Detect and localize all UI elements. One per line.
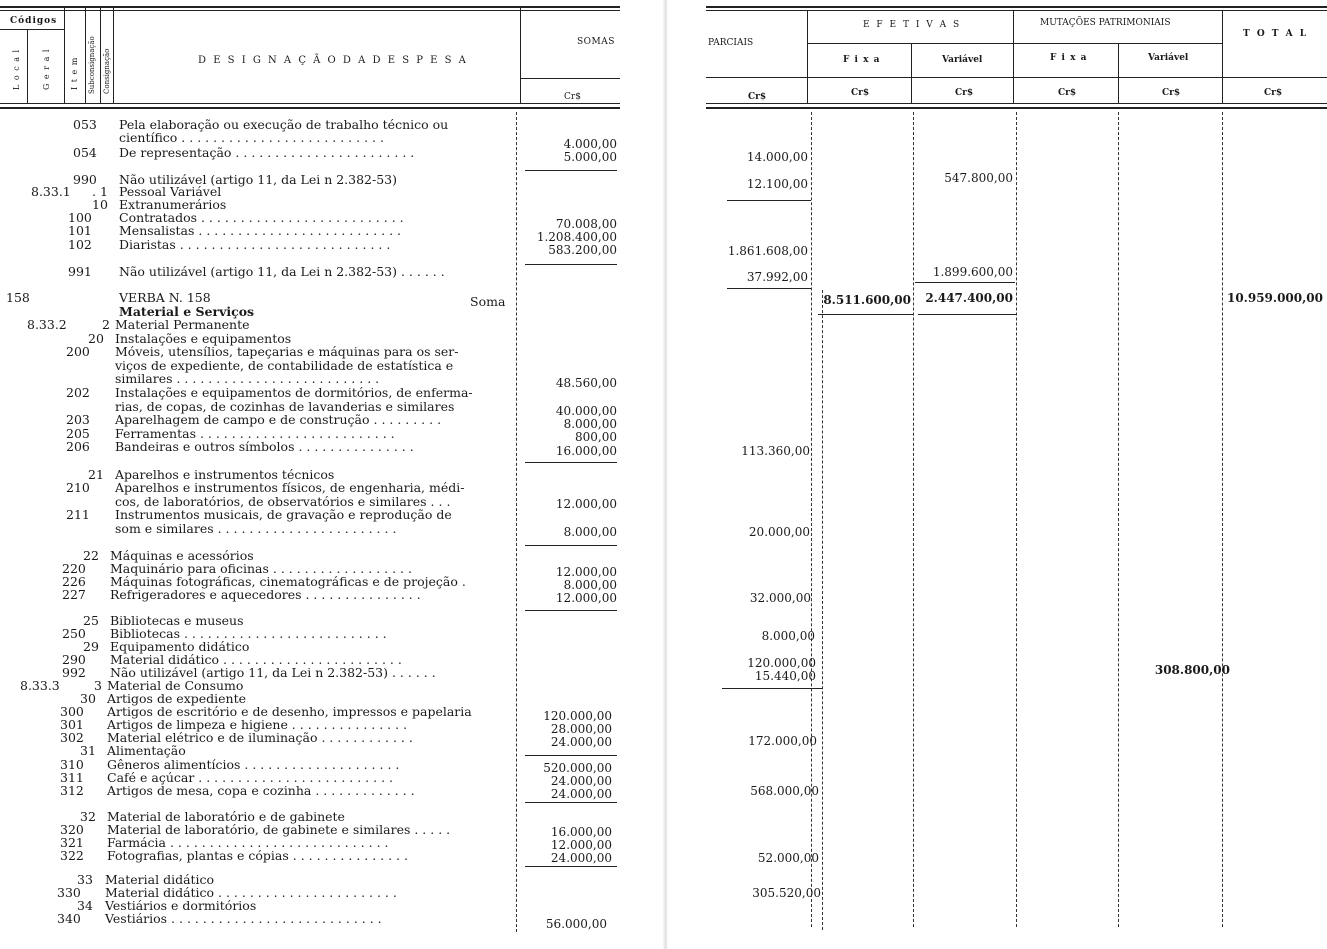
- somas-currency: Cr$: [564, 92, 581, 102]
- soma-value: 48.560,00: [555, 376, 617, 390]
- row-description: Bandeiras e outros símbolos . . . . . . . . . . . . . . .: [115, 439, 414, 454]
- soma-value: 24.000,00: [550, 787, 612, 801]
- item-code: 250: [62, 626, 86, 641]
- row-description: Ferramentas . . . . . . . . . . . . . . . . . . . . . . . . .: [115, 426, 395, 441]
- row-description: cos, de laboratórios, de observatórios e similares . . .: [115, 494, 451, 509]
- row-description: Instrumentos musicais, de gravação e reprodução de: [115, 507, 452, 522]
- somas-header: SOMAS: [577, 37, 615, 47]
- verba-fixa-total: 8.511.600,00: [823, 293, 911, 307]
- efetivas-fixa-header: F i x a: [843, 55, 881, 65]
- parcial-value: 113.360,00: [741, 444, 810, 458]
- soma-value: 12.000,00: [555, 497, 617, 511]
- row-description: similares . . . . . . . . . . . . . . . . . . . . . . . . . .: [115, 371, 380, 386]
- parcial-value: 37.992,00: [746, 270, 808, 284]
- row-description: Material de Consumo: [107, 678, 244, 693]
- item-code: 311: [60, 770, 84, 785]
- soma-value: 8.000,00: [563, 578, 617, 592]
- verba-number: 158: [6, 290, 30, 305]
- row-description: Vestiários . . . . . . . . . . . . . . . . . . . . . . . . . . .: [105, 911, 382, 926]
- soma-label: Soma: [470, 294, 506, 309]
- mutacoes-fixa-header: F i x a: [1050, 53, 1088, 63]
- consignacao-column-header: Consignação: [103, 48, 111, 94]
- row-description: Alimentação: [107, 743, 186, 758]
- item-code: 25: [83, 613, 99, 628]
- parcial-value: 172.000,00: [748, 734, 817, 748]
- verba-grand-total: 10.959.000,00: [1226, 291, 1323, 305]
- soma-value: 24.000,00: [550, 851, 612, 865]
- parciais-currency: Cr$: [748, 92, 767, 102]
- soma-value: 70.008,00: [555, 217, 617, 231]
- row-description: científico . . . . . . . . . . . . . . . . . . . . . . . . . .: [119, 130, 384, 145]
- item-code: 101: [68, 223, 92, 238]
- item-code: 992: [62, 665, 86, 680]
- parcial-value: 8.000,00: [761, 629, 815, 643]
- soma-value: 4.000,00: [563, 137, 617, 151]
- item-code: 340: [57, 911, 81, 926]
- parcial-value: 12.100,00: [746, 177, 808, 191]
- local-code: 8.33.2: [27, 317, 67, 332]
- row-description: Máquinas fotográficas, cinematográficas e de projeção .: [110, 574, 466, 589]
- item-code: 30: [80, 691, 96, 706]
- row-description: Aparelhagem de campo e de construção . . . . . . . . .: [115, 412, 442, 427]
- parcial-value: 305.520,00: [752, 886, 821, 900]
- parciais-header: PARCIAIS: [708, 38, 754, 48]
- row-description: Artigos de mesa, copa e cozinha . . . . . . . . . . . . .: [107, 783, 415, 798]
- mutacoes-fixa-currency: Cr$: [1058, 88, 1077, 98]
- designacao-header: D E S I G N A Ç Ã O D A D E S P E S A: [198, 55, 468, 66]
- page-gutter: [662, 0, 668, 949]
- row-description: Vestiários e dormitórios: [105, 898, 257, 913]
- item-code: 053: [73, 117, 97, 132]
- item-code: 320: [60, 822, 84, 837]
- row-description: Instalações e equipamentos de dormitórios, de enferma-: [115, 385, 473, 400]
- row-description: Material didático: [105, 872, 215, 887]
- row-description: Não utilizável (artigo 11, da Lei n 2.382-53) . . . . . .: [119, 264, 445, 279]
- row-description: Café e açúcar . . . . . . . . . . . . . . . . . . . . . . . . .: [107, 770, 393, 785]
- parcial-value: 568.000,00: [750, 784, 819, 798]
- item-code: 226: [62, 574, 86, 589]
- total-currency: Cr$: [1264, 88, 1283, 98]
- row-description: Aparelhos e instrumentos técnicos: [115, 467, 335, 482]
- codigos-header: Códigos: [10, 16, 58, 26]
- row-description: Material de laboratório e de gabinete: [107, 809, 345, 824]
- row-description: Bibliotecas . . . . . . . . . . . . . . . . . . . . . . . . . .: [110, 626, 387, 641]
- local-column-header: L o c a l: [12, 48, 21, 90]
- row-description: Material elétrico e de iluminação . . . . . . . . . . . .: [107, 730, 413, 745]
- efetivas-fixa-currency: Cr$: [851, 88, 870, 98]
- soma-value: 12.000,00: [555, 565, 617, 579]
- row-description: Pessoal Variável: [119, 184, 222, 199]
- soma-value: 8.000,00: [563, 525, 617, 539]
- row-description: Artigos de expediente: [107, 691, 247, 706]
- soma-value: 8.000,00: [563, 417, 617, 431]
- mutacoes-variavel-header: Variável: [1148, 53, 1189, 63]
- efetivas-variavel-currency: Cr$: [955, 88, 974, 98]
- parcial-value: 120.000,00: [747, 656, 816, 670]
- item-code: 22: [83, 548, 99, 563]
- item-code: 300: [60, 704, 84, 719]
- item-code: 211: [66, 507, 90, 522]
- efetivas-variavel-value: 547.800,00: [944, 171, 1013, 185]
- section-title: Material e Serviços: [119, 304, 255, 319]
- row-description: Não utilizável (artigo 11, da Lei n 2.382-53): [119, 172, 398, 187]
- item-code: 054: [73, 145, 97, 160]
- soma-value: 800,00: [575, 430, 617, 444]
- item-code: 34: [77, 898, 93, 913]
- local-code: 8.33.1: [31, 184, 71, 199]
- efetivas-variavel-header: Variável: [942, 55, 983, 65]
- soma-value: 12.000,00: [555, 591, 617, 605]
- row-description: rias, de copas, de cozinhas de lavanderias e similares: [115, 399, 455, 414]
- item-code: 302: [60, 730, 84, 745]
- item-code: 290: [62, 652, 86, 667]
- row-description: Material Permanente: [115, 317, 250, 332]
- parcial-value: 1.861.608,00: [727, 244, 808, 258]
- soma-value: 120.000,00: [543, 709, 612, 723]
- row-description: Instalações e equipamentos: [115, 331, 292, 346]
- row-description: Maquinário para oficinas . . . . . . . . . . . . . . . . . .: [110, 561, 412, 576]
- row-description: Diaristas . . . . . . . . . . . . . . . . . . . . . . . . . . .: [119, 237, 391, 252]
- soma-value: 56.000,00: [545, 917, 607, 931]
- row-description: som e similares . . . . . . . . . . . . . . . . . . . . . . .: [115, 521, 397, 536]
- item-code: 205: [66, 426, 90, 441]
- soma-value: 1.208.400,00: [536, 230, 617, 244]
- item-code: 102: [68, 237, 92, 252]
- item-code: 21: [88, 467, 104, 482]
- row-description: Bibliotecas e museus: [110, 613, 244, 628]
- soma-value: 40.000,00: [555, 404, 617, 418]
- row-description: Material didático . . . . . . . . . . . . . . . . . . . . . . .: [110, 652, 402, 667]
- row-description: Máquinas e acessórios: [110, 548, 254, 563]
- item-code: 990: [73, 172, 97, 187]
- soma-value: 5.000,00: [563, 150, 617, 164]
- item-code: 220: [62, 561, 86, 576]
- item-code: 33: [77, 872, 93, 887]
- row-description: Material de laboratório, de gabinete e similares . . . . .: [107, 822, 451, 837]
- row-description: Artigos de escritório e de desenho, impressos e papelaria: [107, 704, 472, 719]
- parcial-value: 32.000,00: [749, 591, 811, 605]
- item-code: 210: [66, 480, 90, 495]
- item-code: 312: [60, 783, 84, 798]
- item-code: 32: [80, 809, 96, 824]
- item-code: . 1: [92, 184, 108, 199]
- row-description: Artigos de limpeza e higiene . . . . . . . . . . . . . . .: [107, 717, 408, 732]
- parcial-value: 20.000,00: [748, 525, 810, 539]
- efetivas-header: E F E T I V A S: [863, 20, 962, 30]
- parcial-value: 14.000,00: [746, 150, 808, 164]
- item-code: 29: [83, 639, 99, 654]
- row-description: Móveis, utensílios, tapeçarias e máquinas para os ser-: [115, 344, 459, 359]
- item-code: 991: [68, 264, 92, 279]
- item-code: 200: [66, 344, 90, 359]
- total-header: T O T A L: [1243, 29, 1309, 39]
- item-code: 202: [66, 385, 90, 400]
- soma-value: 24.000,00: [550, 774, 612, 788]
- soma-value: 520.000,00: [543, 761, 612, 775]
- item-code: 3: [94, 678, 102, 693]
- mutacoes-header: MUTAÇÕES PATRIMONIAIS: [1040, 18, 1171, 28]
- subconsignacao-column-header: Subconsignação: [88, 36, 96, 94]
- item-code: 227: [62, 587, 86, 602]
- item-code: 310: [60, 757, 84, 772]
- row-description: Mensalistas . . . . . . . . . . . . . . . . . . . . . . . . . .: [119, 223, 402, 238]
- row-description: Equipamento didático: [110, 639, 250, 654]
- item-code: 20: [88, 331, 104, 346]
- item-code: 321: [60, 835, 84, 850]
- item-code: 2: [102, 317, 110, 332]
- row-description: Contratados . . . . . . . . . . . . . . . . . . . . . . . . . .: [119, 210, 404, 225]
- row-description: Farmácia . . . . . . . . . . . . . . . . . . . . . . . . . . . .: [107, 835, 389, 850]
- row-description: Não utilizável (artigo 11, da Lei n 2.382-53) . . . . . .: [110, 665, 436, 680]
- row-description: Material didático . . . . . . . . . . . . . . . . . . . . . . .: [105, 885, 397, 900]
- geral-column-header: G e r a l: [42, 48, 51, 90]
- soma-value: 24.000,00: [550, 735, 612, 749]
- item-code: 206: [66, 439, 90, 454]
- row-description: Pela elaboração ou execução de trabalho técnico ou: [119, 117, 449, 132]
- row-description: De representação . . . . . . . . . . . . . . . . . . . . . . .: [119, 145, 415, 160]
- row-description: Gêneros alimentícios . . . . . . . . . . . . . . . . . . . .: [107, 757, 400, 772]
- parcial-value: 52.000,00: [757, 851, 819, 865]
- row-description: Extranumerários: [119, 197, 227, 212]
- local-code: 8.33.3: [20, 678, 60, 693]
- item-code: 330: [57, 885, 81, 900]
- soma-value: 16.000,00: [555, 444, 617, 458]
- item-code: 322: [60, 848, 84, 863]
- verba-title: VERBA N. 158: [119, 290, 211, 305]
- efetivas-variavel-value: 1.899.600,00: [932, 265, 1013, 279]
- row-description: viços de expediente, de contabilidade de estatística e: [115, 358, 454, 373]
- row-description: Aparelhos e instrumentos físicos, de engenharia, médi-: [115, 480, 465, 495]
- soma-value: 16.000,00: [550, 825, 612, 839]
- item-code: 100: [68, 210, 92, 225]
- item-code: 31: [80, 743, 96, 758]
- soma-value: 28.000,00: [550, 722, 612, 736]
- soma-value: 583.200,00: [548, 243, 617, 257]
- item-code: 203: [66, 412, 90, 427]
- mutacoes-variavel-value: 308.800,00: [1154, 663, 1230, 677]
- row-description: Refrigeradores e aquecedores . . . . . . . . . . . . . . .: [110, 587, 421, 602]
- verba-variavel-total: 2.447.400,00: [925, 291, 1013, 305]
- soma-value: 12.000,00: [550, 838, 612, 852]
- item-code: 10: [92, 197, 108, 212]
- item-code: 301: [60, 717, 84, 732]
- mutacoes-variavel-currency: Cr$: [1162, 88, 1181, 98]
- row-description: Fotografias, plantas e cópias . . . . . . . . . . . . . . .: [107, 848, 408, 863]
- item-column-header: I t e m: [70, 56, 79, 90]
- parcial-value: 15.440,00: [754, 669, 816, 683]
